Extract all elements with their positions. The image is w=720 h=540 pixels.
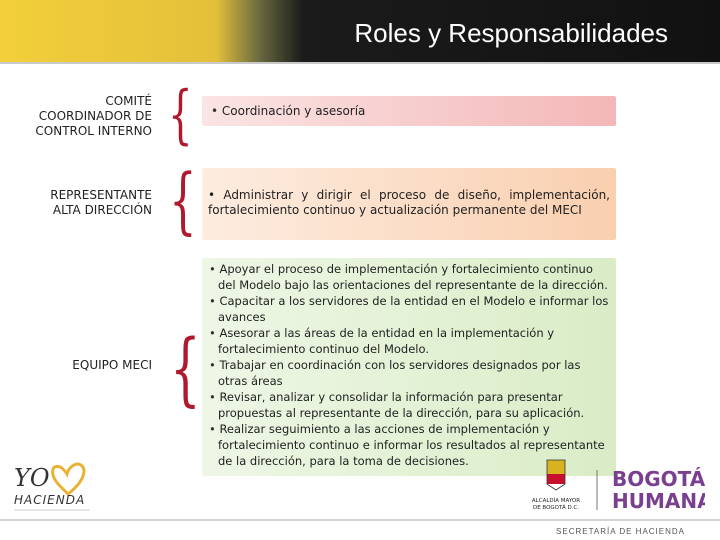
list-item: • Coordinación y asesoría [211,104,366,118]
role-label-comite: COMITÉ COORDINADOR DE CONTROL INTERNO [35,94,152,138]
list-item: • Asesorar a las áreas de la entidad en la implementación y fortalecimiento continuo del Modelo. [209,326,555,356]
list-item: • Capacitar a los servidores de la entidad en el Modelo e informar los avances [209,294,609,324]
role-label-equipo-meci: EQUIPO MECI [72,358,152,372]
list-item: • Realizar seguimiento a las acciones de implementación y fortalecimiento continuo e informar los resultados al representante de la dirección, para la toma de decisiones. [209,422,605,468]
list-item: • Trabajar en coordinación con los servidores designados por las otras áreas [209,358,581,388]
title-bar [0,0,720,62]
brace-icon: { [168,78,193,152]
bogota-text: BOGOTÁ [612,467,705,491]
responsibility-text: • Administrar y dirigir el proceso de diseño, implementación, fortalecimiento continuo y actualización permanente del MECI [208,188,610,217]
logo-text-yo: YO [14,464,50,492]
slide-title: Roles y Responsabilidades [354,18,668,48]
yo-hacienda-logo [12,456,96,518]
bogota-logos [525,456,705,520]
humana-text: HUMANA [612,489,705,513]
logo-text-hacienda: HACIENDA [14,493,86,507]
list-item: • Apoyar el proceso de implementación y fortalecimiento continuo del Modelo bajo las orientaciones del representante de la dirección. [209,262,608,292]
alcaldia-line1: ALCALDÍA MAYOR [531,498,581,504]
header-divider [0,62,720,64]
role-label-representante: REPRESENTANTE ALTA DIRECCIÓN [50,188,152,217]
responsibility-list [208,104,610,118]
list-item: • Revisar, analizar y consolidar la información para presentar propuestas al representante de la dirección, para su aplicación. [209,390,585,420]
heart-icon [53,464,84,494]
footer-text: SECRETARÍA DE HACIENDA [556,527,685,536]
brace-icon: { [169,158,197,242]
brace-icon: { [170,322,201,415]
responsibility-box-comite [202,96,616,126]
responsibility-box-equipo-meci [202,258,616,476]
alcaldia-line2: DE BOGOTÁ D.C. [532,505,580,511]
responsibility-list [206,261,612,469]
footer-divider [0,519,720,521]
responsibility-box-representante [202,168,616,240]
alcaldia-shield-icon [547,460,565,490]
